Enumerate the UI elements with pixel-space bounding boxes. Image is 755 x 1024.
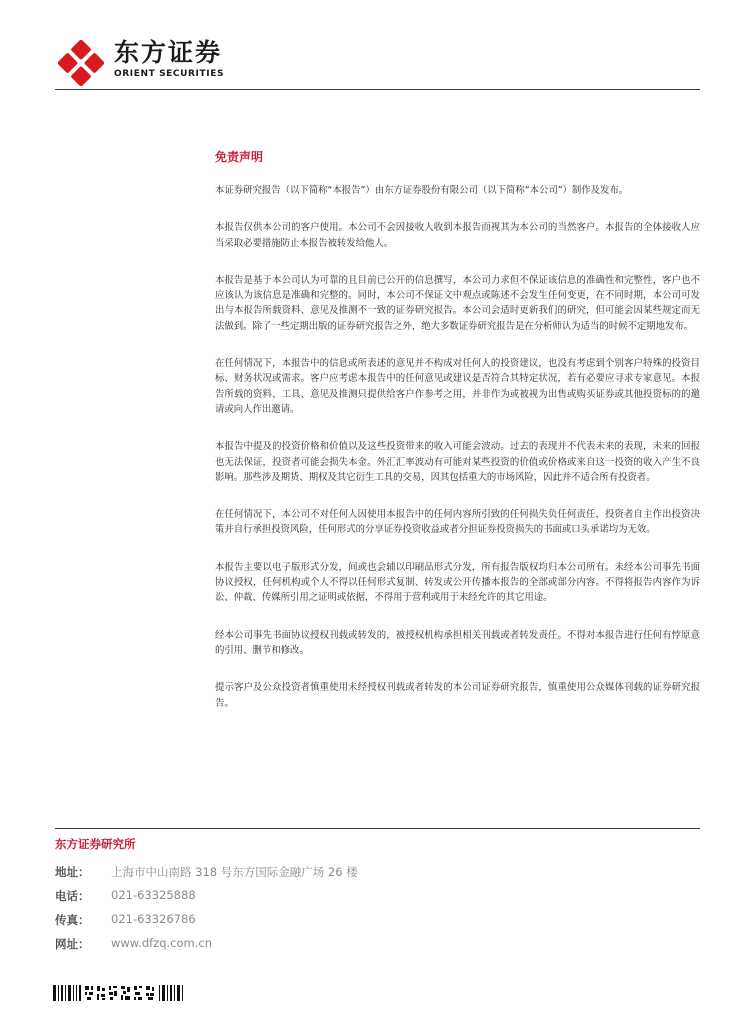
disclaimer-paragraph: 本报告主要以电子版形式分发，间或也会辅以印刷品形式分发，所有报告版权均归本公司所有。未经本公司事先书面协议授权，任何机构或个人不得以任何形式复制、转发或公开传播本报告的全部或部分内容。不得将报告内容作为诉讼、仲裁、传媒所引用之证明或依据，不得用于营利或用于未经允许的其它用途。 — [215, 561, 700, 604]
disclaimer-paragraph: 本证券研究报告（以下简称“本报告”）由东方证券股份有限公司（以下简称“本公司”）制作及发布。 — [215, 185, 629, 196]
disclaimer-section — [215, 148, 700, 733]
institute-name: 东方证券研究所 — [55, 837, 136, 851]
brand-name-cn: 东方证券 — [114, 38, 223, 67]
disclaimer-paragraph: 经本公司事先书面协议授权刊载或转发的，被授权机构承担相关刊载或者转发责任。不得对本报告进行任何有悖原意的引用、删节和修改。 — [215, 629, 700, 656]
disclaimer-paragraph: 本报告仅供本公司的客户使用。本公司不会因接收人收到本报告而视其为本公司的当然客户。本报告的全体接收人应当采取必要措施防止本报告被转发给他人。 — [215, 222, 700, 249]
website-label: 网址： — [55, 937, 90, 951]
disclaimer-paragraph: 本报告是基于本公司认为可靠的且目前已公开的信息撰写，本公司力求但不保证该信息的准确性和完整性，客户也不应该认为该信息是准确和完整的。同时，本公司不保证文中观点或陈述不会发生任何变更，在不同时期，本公司可发出与本报告所载资料、意见及推测不一致的证券研究报告。本公司会适时更新我们的研究，但可能会因某些规定而无法做到。除了一些定期出版的证券研究报告之外，绝大多数证券研究报告是在分析师认为适当的时候不定期地发布。 — [215, 274, 700, 332]
disclaimer-paragraph: 在任何情况下，本公司不对任何人因使用本报告中的任何内容所引致的任何损失负任何责任，投资者自主作出投资决策并自行承担投资风险，任何形式的分享证券投资收益或者分担证券投资损失的书面或口头承诺均为无效。 — [215, 509, 700, 536]
address-value: 上海市中山南路 318 号东方国际金融广场 26 楼 — [111, 865, 358, 879]
barcode-icon — [53, 985, 183, 1001]
phone-value: 021-63325888 — [111, 888, 196, 902]
phone-label: 电话： — [55, 889, 90, 903]
fax-value: 021-63326786 — [111, 912, 196, 926]
disclaimer-paragraph: 本报告中提及的投资价格和价值以及这些投资带来的收入可能会波动。过去的表现并不代表未来的表现，未来的回报也无法保证，投资者可能会损失本金。外汇汇率波动有可能对某些投资的价值或价格或来自这一投资的收入产生不良影响。那些涉及期货、期权及其它衍生工具的交易，因其包括重大的市场风险，因此并不适合所有投资者。 — [215, 441, 700, 483]
brand-name-en: ORIENT SECURITIES — [114, 69, 225, 79]
page-header — [0, 0, 755, 92]
website-link[interactable]: www.dfzq.com.cn — [111, 936, 212, 950]
fax-label: 传真： — [55, 913, 90, 927]
address-label: 地址： — [55, 865, 90, 879]
disclaimer-title: 免责声明 — [215, 150, 264, 164]
disclaimer-paragraph: 在任何情况下，本报告中的信息或所表述的意见并不构成对任何人的投资建议，也没有考虑到个别客户特殊的投资目标、财务状况或需求。客户应考虑本报告中的任何意见或建议是否符合其特定状况，若有必要应寻求专家意见。本报告所载的资料、工具、意见及推测只提供给客户作参考之用，并非作为或被视为出售或购买证券或其他投资标的的邀请或向人作出邀请。 — [215, 358, 700, 415]
orient-securities-logo-icon — [58, 40, 104, 86]
header-divider — [55, 89, 700, 90]
disclaimer-paragraph: 提示客户及公众投资者慎重使用未经授权刊载或者转发的本公司证券研究报告，慎重使用公众媒体刊载的证券研究报告。 — [215, 682, 700, 709]
footer-divider — [55, 828, 700, 829]
